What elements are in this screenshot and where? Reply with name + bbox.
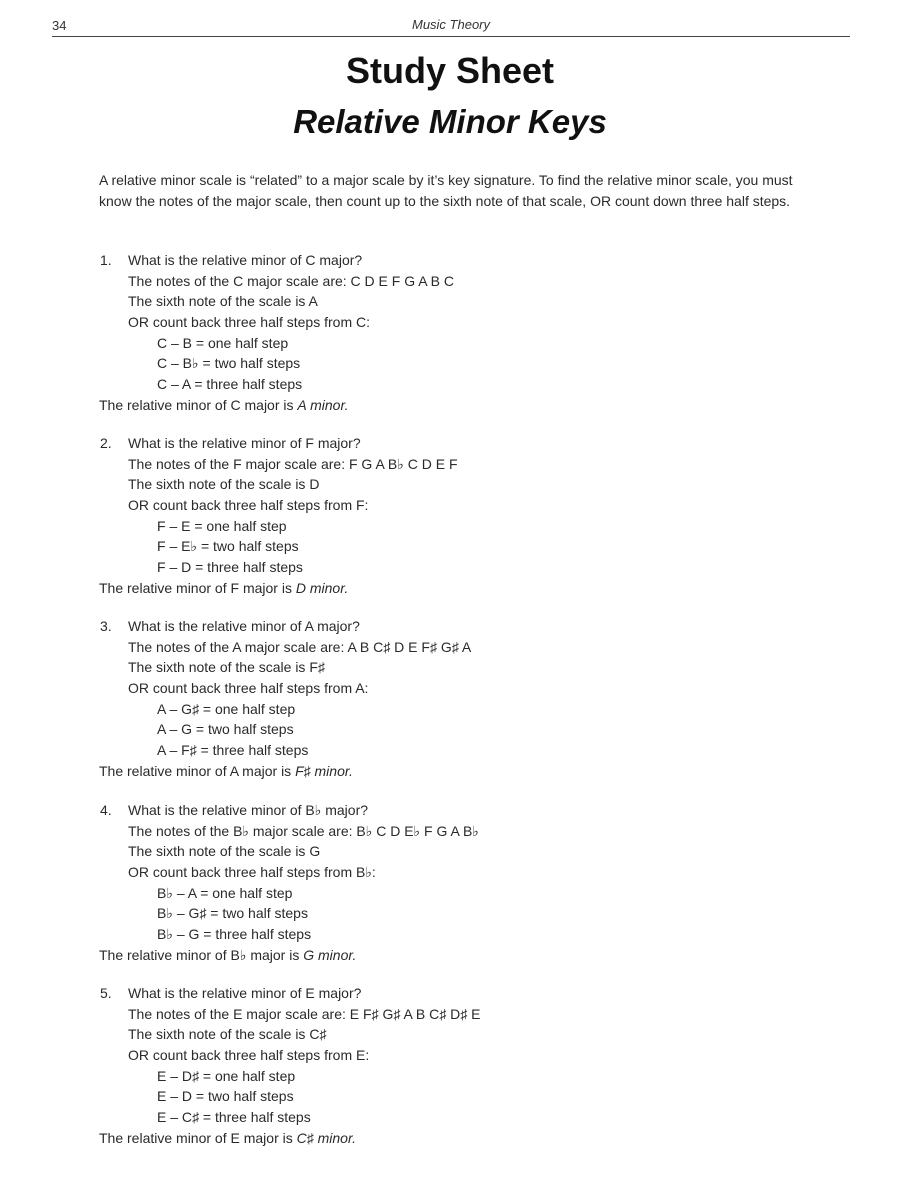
count-back: OR count back three half steps from B♭: (128, 864, 376, 881)
question-number: 1. (100, 252, 112, 268)
intro-paragraph: A relative minor scale is “related” to a major scale by it’s key signature. To find the relative minor scale, you must know the notes of the major scale, then count up to the sixth note of that scale, OR count down three half steps. (99, 172, 793, 209)
half-step-3: F – D = three half steps (157, 559, 303, 576)
question-number: 2. (100, 435, 112, 451)
half-step-3: E – C♯ = three half steps (157, 1109, 311, 1126)
answer-key: D minor. (295, 579, 349, 596)
question-number: 4. (100, 802, 112, 818)
answer-prefix: The relative minor of F major is (99, 579, 296, 596)
page-number: 34 (52, 18, 67, 33)
answer-line (99, 761, 819, 782)
answer-prefix: The relative minor of B♭ major is (99, 946, 304, 963)
sixth-note: The sixth note of the scale is D (128, 476, 320, 493)
question-text: What is the relative minor of B♭ major? (128, 802, 369, 818)
answer-prefix: The relative minor of C major is (99, 396, 298, 413)
half-step-2: A – G = two half steps (157, 721, 294, 738)
sixth-note: The sixth note of the scale is G (128, 843, 321, 860)
half-step-3: A – F♯ = three half steps (157, 742, 309, 759)
half-step-2: B♭ – G♯ = two half steps (157, 905, 308, 922)
count-back: OR count back three half steps from C: (128, 314, 370, 331)
scale-notes: The notes of the F major scale are: F G A B♭ C D E F (128, 455, 458, 472)
scale-notes: The notes of the E major scale are: E F♯ G♯ A B C♯ D♯ E (128, 1005, 481, 1022)
question-2 (99, 433, 819, 599)
question-1 (99, 250, 819, 416)
page-title: Study Sheet (345, 50, 555, 91)
count-back: OR count back three half steps from A: (128, 680, 369, 697)
half-step-3: B♭ – G = three half steps (157, 926, 312, 943)
question-text: What is the relative minor of C major? (128, 252, 363, 268)
section-name: Music Theory (411, 17, 491, 32)
scale-notes: The notes of the B♭ major scale are: B♭ C D E♭ F G A B♭ (128, 822, 479, 839)
question-line (99, 616, 819, 637)
answer-line (99, 945, 819, 966)
question-number: 3. (100, 618, 112, 634)
count-back: OR count back three half steps from F: (128, 497, 369, 514)
question-number: 5. (100, 985, 112, 1001)
half-step-2: E – D = two half steps (157, 1088, 294, 1105)
half-step-1: E – D♯ = one half step (157, 1067, 296, 1084)
question-line (99, 983, 819, 1004)
sixth-note: The sixth note of the scale is A (128, 293, 318, 310)
question-line (99, 800, 819, 821)
question-4 (99, 800, 819, 966)
question-line (99, 250, 819, 271)
answer-key: F♯ minor. (295, 762, 353, 779)
page-subtitle: Relative Minor Keys (293, 103, 607, 140)
answer-key: A minor. (297, 396, 349, 413)
half-step-1: A – G♯ = one half step (157, 700, 296, 717)
half-step-2: F – E♭ = two half steps (157, 538, 299, 555)
count-back: OR count back three half steps from E: (128, 1047, 370, 1064)
sixth-note: The sixth note of the scale is F♯ (128, 659, 325, 676)
question-text: What is the relative minor of F major? (128, 435, 361, 451)
half-step-1: C – B = one half step (157, 334, 289, 351)
half-step-3: C – A = three half steps (157, 376, 303, 393)
half-step-1: F – E = one half step (157, 517, 287, 534)
question-text: What is the relative minor of E major? (128, 985, 362, 1001)
question-3 (99, 616, 819, 782)
half-step-2: C – B♭ = two half steps (157, 355, 301, 372)
scale-notes: The notes of the C major scale are: C D E F G A B C (128, 272, 455, 289)
answer-key: C♯ minor. (296, 1129, 357, 1146)
answer-line (99, 578, 819, 599)
half-step-1: B♭ – A = one half step (157, 884, 293, 901)
question-5 (99, 983, 819, 1149)
question-text: What is the relative minor of A major? (128, 618, 360, 634)
answer-prefix: The relative minor of A major is (99, 762, 296, 779)
answer-line (99, 1128, 819, 1149)
scale-notes: The notes of the A major scale are: A B C♯ D E F♯ G♯ A (128, 638, 472, 655)
answer-line (99, 395, 819, 416)
answer-prefix: The relative minor of E major is (99, 1129, 297, 1146)
running-header (52, 14, 850, 37)
sixth-note: The sixth note of the scale is C♯ (128, 1026, 327, 1043)
question-line (99, 433, 819, 454)
answer-key: G minor. (303, 946, 357, 963)
